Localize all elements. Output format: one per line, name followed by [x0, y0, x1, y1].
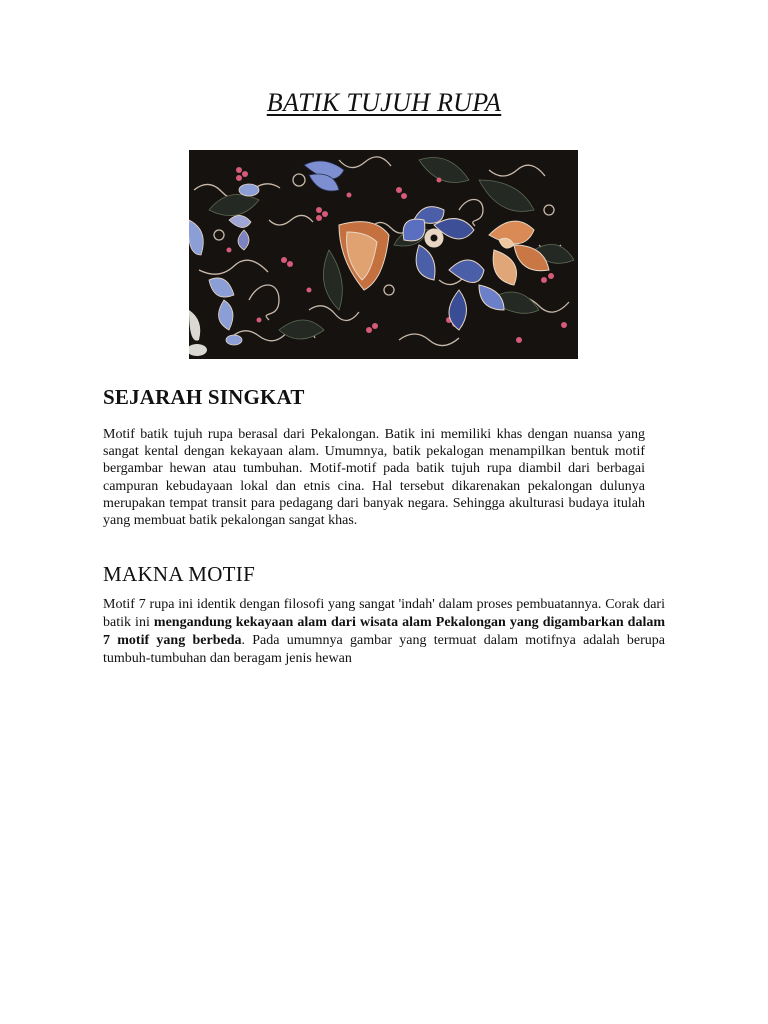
makna-text-bold: mengandung kekayaan alam dari wisata alam Pekalongan yang digambarkan dalam 7 motif yang berbeda [103, 615, 665, 648]
section-paragraph-makna [103, 596, 665, 668]
page-title: BATIK TUJUH RUPA [266, 88, 502, 117]
makna-text-start: Motif 7 rupa ini identik dengan filosofi yang sangat 'indah' dalam proses pembuatannya. Corak dari batik ini [103, 597, 665, 630]
section-paragraph-sejarah: Motif batik tujuh rupa berasal dari Pekalongan. Batik ini memiliki khas dengan nuansa yang sangat kental dengan kekayaan alam. Umumnya, batik pekalogan menampilkan bentuk motif bergambar hewan atau tumbuhan. Motif-motif pada batik tujuh rupa diambil dari berbagai campuran kebudayaan lokal dan etnis cina. Hal tersebut dikarenakan pekalongan dulunya merupakan tempat transit para pedagang dari banyak negara. Sehingga akulturasi budaya itulah yang membuat batik pekalongan sangat khas. [103, 427, 645, 529]
section-heading-sejarah: SEJARAH SINGKAT [103, 385, 305, 409]
batik-motif-image [189, 150, 578, 359]
makna-text-end: . Pada umumnya gambar yang termuat dalam motifnya adalah berupa tumbuh-tumbuhan dan beragam jenis hewan [103, 633, 665, 666]
section-heading-makna: MAKNA MOTIF [103, 562, 256, 586]
